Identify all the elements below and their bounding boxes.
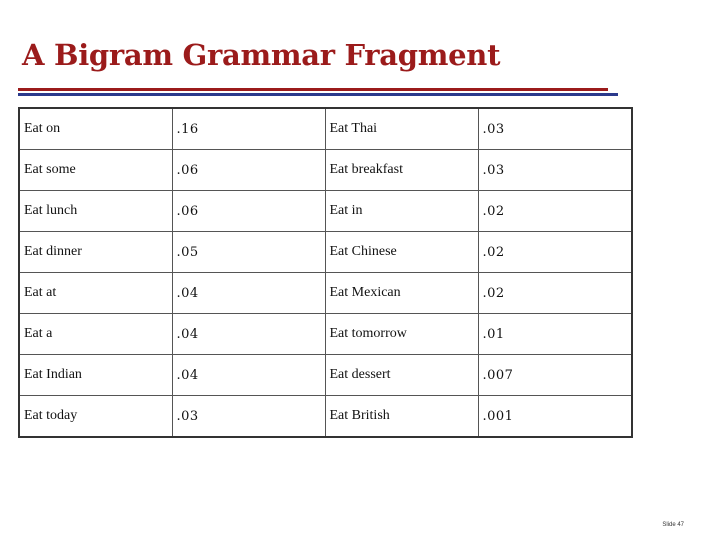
right-probability-cell: .03 <box>478 108 632 150</box>
left-bigram-cell: Eat a <box>19 314 172 355</box>
right-probability-cell: .007 <box>478 355 632 396</box>
bigram-table <box>18 107 633 438</box>
left-bigram-cell: Eat Indian <box>19 355 172 396</box>
table-row <box>19 273 632 314</box>
slide-title: A Bigram Grammar Fragment <box>22 38 501 72</box>
right-bigram-cell: Eat Mexican <box>325 273 478 314</box>
left-probability-cell: .04 <box>172 314 325 355</box>
left-bigram-cell: Eat some <box>19 150 172 191</box>
right-probability-cell: .03 <box>478 150 632 191</box>
table-row <box>19 150 632 191</box>
right-bigram-cell: Eat tomorrow <box>325 314 478 355</box>
right-bigram-cell: Eat Thai <box>325 108 478 150</box>
left-probability-cell: .04 <box>172 355 325 396</box>
table-row <box>19 314 632 355</box>
left-probability-cell: .16 <box>172 108 325 150</box>
left-bigram-cell: Eat lunch <box>19 191 172 232</box>
right-bigram-cell: Eat dessert <box>325 355 478 396</box>
table-row <box>19 232 632 273</box>
right-probability-cell: .02 <box>478 273 632 314</box>
right-probability-cell: .02 <box>478 191 632 232</box>
left-probability-cell: .04 <box>172 273 325 314</box>
right-bigram-cell: Eat in <box>325 191 478 232</box>
left-bigram-cell: Eat today <box>19 396 172 438</box>
left-bigram-cell: Eat dinner <box>19 232 172 273</box>
slide-number: Slide 47 <box>662 522 684 528</box>
table-row <box>19 191 632 232</box>
left-probability-cell: .05 <box>172 232 325 273</box>
left-bigram-cell: Eat on <box>19 108 172 150</box>
right-bigram-cell: Eat breakfast <box>325 150 478 191</box>
table-row <box>19 396 632 438</box>
right-probability-cell: .001 <box>478 396 632 438</box>
right-probability-cell: .02 <box>478 232 632 273</box>
left-probability-cell: .03 <box>172 396 325 438</box>
left-probability-cell: .06 <box>172 150 325 191</box>
right-bigram-cell: Eat British <box>325 396 478 438</box>
table-row <box>19 108 632 150</box>
left-probability-cell: .06 <box>172 191 325 232</box>
right-probability-cell: .01 <box>478 314 632 355</box>
right-bigram-cell: Eat Chinese <box>325 232 478 273</box>
table-row <box>19 355 632 396</box>
title-rule-blue <box>18 93 618 96</box>
left-bigram-cell: Eat at <box>19 273 172 314</box>
title-rule-red <box>18 88 608 91</box>
